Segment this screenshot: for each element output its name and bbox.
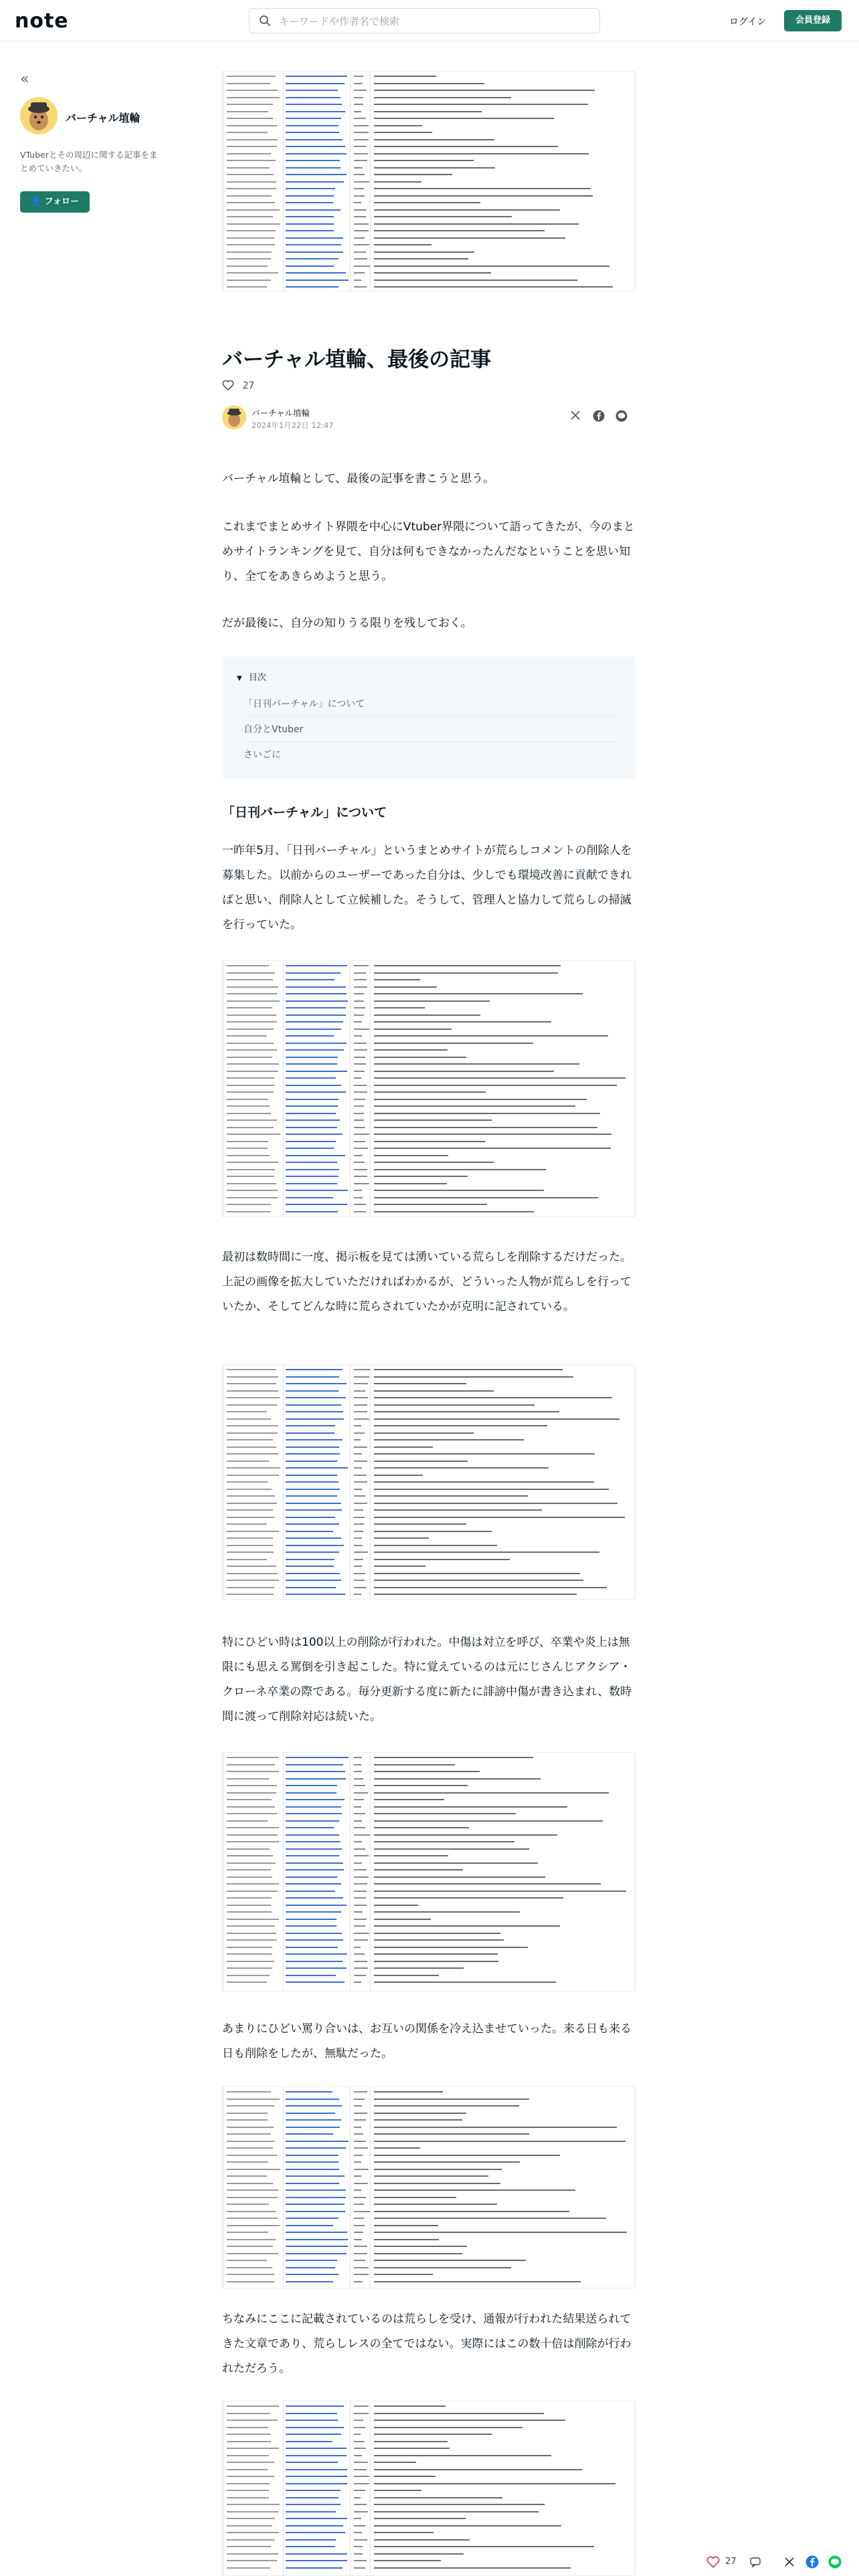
- heart-icon[interactable]: [706, 2556, 720, 2571]
- comment-icon[interactable]: [749, 2556, 761, 2571]
- x-share-icon[interactable]: [570, 410, 581, 423]
- search-box[interactable]: [249, 8, 600, 33]
- heart-icon[interactable]: [222, 381, 237, 391]
- like-count: 27: [242, 381, 255, 391]
- paragraph: 特にひどい時は100以上の削除が行われた。中傷は対立を呼び、卒業や炎上は無限にも思える罵倒を引き起こした。特に覚えているのは元にじさんじアクシア・クローネ卒業の際である。毎分更新する度に新たに誹謗中傷が書き込まれ、数時間に渡って削除対応は続いた。: [222, 1636, 632, 1723]
- line-share-icon[interactable]: [615, 410, 628, 425]
- collapse-sidebar-icon[interactable]: «: [20, 71, 29, 88]
- spreadsheet-image[interactable]: [222, 1752, 636, 1992]
- paragraph: あまりにひどい罵り合いは、お互いの関係を冷え込ませていった。来る日も来る日も削除をしたが、無駄だった。: [222, 2022, 632, 2060]
- toc-item[interactable]: 「日刊バーチャル」について: [244, 691, 618, 717]
- publish-date: 2024年1月22日 12:47: [252, 421, 334, 430]
- chevron-down-icon: ▼: [237, 675, 242, 682]
- x-share-icon[interactable]: [784, 2557, 795, 2570]
- facebook-share-icon[interactable]: [805, 2555, 819, 2571]
- creator-name[interactable]: バーチャル埴輪: [66, 112, 140, 124]
- facebook-share-icon[interactable]: [593, 410, 605, 425]
- site-header: [0, 0, 859, 41]
- toc-item[interactable]: さいごに: [244, 750, 281, 760]
- paragraph: だが最後に、自分の知りうる限りを残しておく。: [222, 617, 472, 630]
- add-user-icon: 👤: [30, 197, 42, 207]
- signup-button[interactable]: 会員登録: [784, 10, 842, 31]
- note-logo[interactable]: note: [15, 9, 69, 33]
- line-share-icon[interactable]: [828, 2555, 842, 2571]
- spreadsheet-image[interactable]: [222, 960, 636, 1217]
- article-title: バーチャル埴輪、最後の記事: [222, 348, 492, 372]
- author-name[interactable]: バーチャル埴輪: [252, 408, 310, 418]
- paragraph: 一昨年5月、「日刊バーチャル」というまとめサイトが荒らしコメントの削除人を募集した。以前からのユーザーであった自分は、少しでも環境改善に貢献できればと思い、削除人として立候補した。そうして、管理人と協力して荒らしの掃滅を行っていた。: [222, 844, 632, 932]
- paragraph: 最初は数時間に一度、掲示板を見ては湧いている荒らしを削除するだけだった。上記の画像を拡大していただければわかるが、どういった人物が荒らしを行っていたか、そしてどんな時に荒らされていたかが克明に記されている。: [222, 1251, 632, 1313]
- avatar[interactable]: [20, 97, 58, 134]
- like-area[interactable]: [222, 380, 254, 391]
- spreadsheet-image[interactable]: [222, 2401, 636, 2576]
- toc-title: 目次: [248, 673, 266, 683]
- search-icon: [259, 15, 271, 29]
- spreadsheet-image[interactable]: [222, 1364, 636, 1600]
- follow-label: フォロー: [44, 197, 80, 207]
- paragraph: ちなみにここに記載されているのは荒らしを受け、通報が行われた結果送られてきた文章であり、荒らしレスの全てではない。実際にはこの数十倍は削除が行われただろう。: [222, 2313, 632, 2375]
- toc-toggle[interactable]: [237, 670, 266, 683]
- creator-description: VTuberとその周辺に関する記事をまとめていきたい。: [20, 150, 158, 173]
- search-input[interactable]: [279, 14, 587, 29]
- section-heading: 「日刊バーチャル」について: [222, 805, 387, 820]
- paragraph: これまでまとめサイト界隈を中心にVtuber界隈について語ってきたが、今のまとめサイトランキングを見て、自分は何もできなかったんだなということを思い知り、全てをあきらめようと思う。: [222, 520, 635, 583]
- login-link[interactable]: ログイン: [729, 17, 767, 27]
- eyecatch-spreadsheet-image[interactable]: [222, 71, 636, 292]
- like-count: 27: [725, 2557, 737, 2567]
- table-of-contents: [222, 657, 636, 778]
- follow-button[interactable]: [20, 191, 90, 213]
- author-avatar[interactable]: [222, 405, 246, 429]
- spreadsheet-image[interactable]: [222, 2086, 636, 2288]
- toc-item[interactable]: 自分とVtuber: [244, 717, 618, 742]
- floating-action-bar: [696, 2547, 859, 2576]
- paragraph: バーチャル埴輪として、最後の記事を書こうと思う。: [222, 472, 495, 486]
